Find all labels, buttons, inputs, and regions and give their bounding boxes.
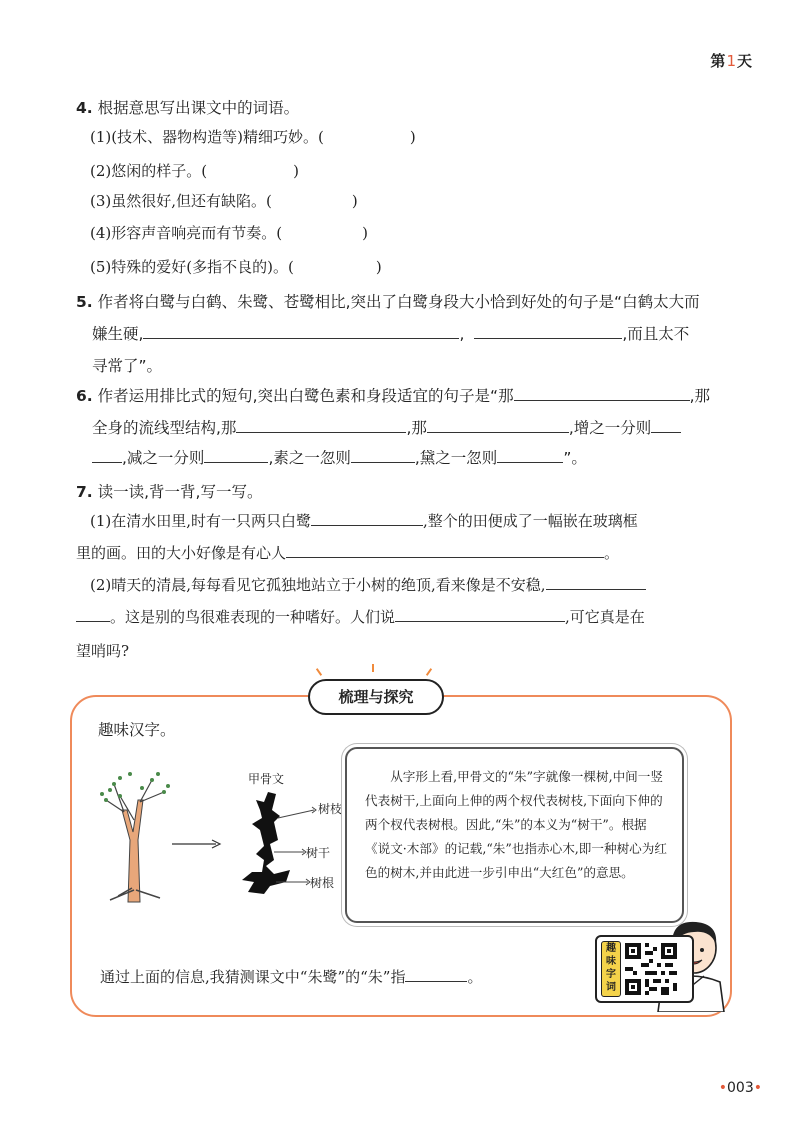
tree-drawing — [94, 770, 174, 904]
q7-p1-b: ,整个的田便成了一幅嵌在玻璃框 — [423, 512, 638, 530]
info-text: 从字形上看,甲骨文的“朱”字就像一棵树,中间一竖代表树干,上面向上伸的两个杈代表树枝,下面向下伸的两个杈代表树根。因此,“朱”的本义为“树干”。根据《说文·木部》的记载,“朱”也指赤心木,即一种树心为红色的树木,并由此进一步引申出“大红色”的意思。 — [365, 769, 667, 880]
q7-p1-line-1 — [90, 510, 638, 531]
day-prefix: 第 — [710, 52, 726, 70]
q4-close-1: ) — [409, 128, 416, 146]
q7-number: 7. — [76, 483, 93, 501]
title-ray-right — [426, 668, 432, 676]
guess-line — [100, 966, 482, 987]
q4-close-3: ) — [351, 192, 358, 210]
qr-code-icon[interactable] — [625, 943, 677, 995]
day-suffix: 天 — [736, 52, 752, 70]
q5-line-1-text: 作者将白鹭与白鹤、朱鹭、苍鹭相比,突出了白鹭身段大小恰到好处的句子是“白鹤太大而 — [97, 293, 700, 311]
q6-line-1-b: ,那 — [689, 387, 711, 405]
q7-blank-3a[interactable] — [546, 575, 646, 590]
q7-p2-line-1 — [90, 574, 646, 595]
q7-p2-line-3: 望哨吗? — [76, 642, 130, 660]
q6-blank-4b[interactable] — [92, 448, 122, 463]
q6-blank-1[interactable] — [514, 386, 690, 401]
q6-blank-5[interactable] — [204, 448, 268, 463]
q4-title-text: 根据意思写出课文中的词语。 — [97, 99, 300, 117]
q6-line-3-d: ”。 — [563, 449, 587, 467]
q7-p2-c: ,可它真是在 — [565, 608, 645, 626]
q4-item-5-text: (5)特殊的爱好(多指不良的)。( — [90, 258, 294, 276]
q6-blank-7[interactable] — [497, 448, 563, 463]
page-number-text: 003 — [727, 1080, 754, 1096]
oracle-label: 甲骨文 — [248, 772, 285, 786]
q7-p2-line-2 — [76, 606, 645, 627]
q7-blank-3b[interactable] — [76, 607, 110, 622]
q6-line-3-b: ,素之一忽则 — [268, 449, 351, 467]
q4-item-2 — [90, 160, 299, 181]
qr-label: 趣味字词 — [601, 941, 621, 997]
q7-blank-4[interactable] — [395, 607, 565, 622]
q6-blank-4a[interactable] — [651, 418, 681, 433]
q4-close-4: ) — [362, 224, 368, 242]
page-dot-left: • — [718, 1080, 727, 1096]
page-number — [719, 1080, 762, 1096]
q4-item-4-text: (4)形容声音响亮而有节奏。( — [90, 224, 283, 242]
section-subtitle: 趣味汉字。 — [98, 721, 176, 739]
q6-number: 6. — [76, 387, 93, 405]
q7-p1-line-2 — [76, 542, 619, 563]
q7-p1-c: 里的画。田的大小好像是有心人 — [76, 544, 287, 562]
q6-blank-2[interactable] — [236, 418, 406, 433]
q6-line-2-c: ,增之一分则 — [568, 419, 652, 437]
q6-blank-3[interactable] — [427, 418, 569, 433]
q4-item-3 — [90, 190, 358, 211]
q6-line-3 — [92, 446, 587, 468]
q7-title — [76, 480, 262, 502]
q6-line-1-a: 作者运用排比式的短句,突出白鹭色素和身段适宜的句子是“那 — [97, 387, 514, 405]
q5-blank-1[interactable] — [143, 324, 459, 339]
q4-item-2-text: (2)悠闲的样子。( — [90, 162, 208, 180]
info-panel — [345, 747, 684, 923]
q5-line-1 — [76, 290, 700, 312]
q6-line-1 — [76, 384, 710, 406]
guess-end: 。 — [467, 968, 483, 986]
q7-p2-a: (2)晴天的清晨,每每看见它孤独地站立于小树的绝顶,看来像是不安稳, — [90, 576, 546, 594]
q6-line-2-b: ,那 — [406, 419, 427, 437]
q4-close-2: ) — [293, 162, 299, 180]
page-dot-right: • — [753, 1080, 762, 1096]
q5-line-2 — [92, 322, 689, 344]
title-ray-center — [372, 664, 374, 672]
label-root: 树根 — [310, 876, 335, 890]
q4-item-5 — [90, 256, 382, 277]
guess-text: 通过上面的信息,我猜测课文中“朱鹭”的“朱”指 — [100, 968, 406, 986]
q6-line-2 — [92, 416, 681, 438]
q6-line-2-a: 全身的流线型结构,那 — [92, 419, 237, 437]
title-ray-left — [316, 668, 322, 676]
q4-item-4 — [90, 222, 368, 243]
q4-item-3-text: (3)虽然很好,但还有缺陷。( — [90, 192, 272, 210]
q4-number: 4. — [76, 99, 93, 117]
guess-blank[interactable] — [405, 967, 467, 982]
day-label — [710, 50, 752, 71]
arrow-right-icon — [172, 838, 222, 850]
qr-card[interactable] — [595, 935, 694, 1003]
q5-blank-2[interactable] — [474, 324, 622, 339]
q7-p1-d: 。 — [604, 544, 620, 562]
q4-close-5: ) — [375, 258, 382, 276]
q4-item-1-text: (1)(技术、器物构造等)精细巧妙。( — [90, 128, 324, 146]
q4-title — [76, 96, 299, 118]
q7-p2-b: 。这是别的鸟很难表现的一种嗜好。人们说 — [110, 608, 396, 626]
q7-title-text: 读一读,背一背,写一写。 — [97, 483, 263, 501]
label-branch: 树枝 — [318, 802, 343, 816]
q5-line-2-b: , — [459, 325, 465, 343]
q6-line-3-c: ,黛之一忽则 — [414, 449, 498, 467]
q7-blank-2[interactable] — [286, 543, 604, 558]
q5-line-3: 寻常了”。 — [92, 357, 163, 375]
q6-blank-6[interactable] — [351, 448, 415, 463]
q5-number: 5. — [76, 293, 93, 311]
q5-line-2-a: 嫌生硬, — [92, 325, 144, 343]
label-trunk: 树干 — [306, 846, 331, 860]
section-title: 梳理与探究 — [308, 679, 444, 715]
q7-blank-1[interactable] — [311, 511, 423, 526]
q7-p1-a: (1)在清水田里,时有一只两只白鹭 — [90, 512, 312, 530]
day-number: 1 — [726, 52, 736, 70]
q5-line-2-c: ,而且太不 — [622, 325, 690, 343]
q4-item-1 — [90, 126, 416, 147]
q6-line-3-a: ,减之一分则 — [122, 449, 205, 467]
